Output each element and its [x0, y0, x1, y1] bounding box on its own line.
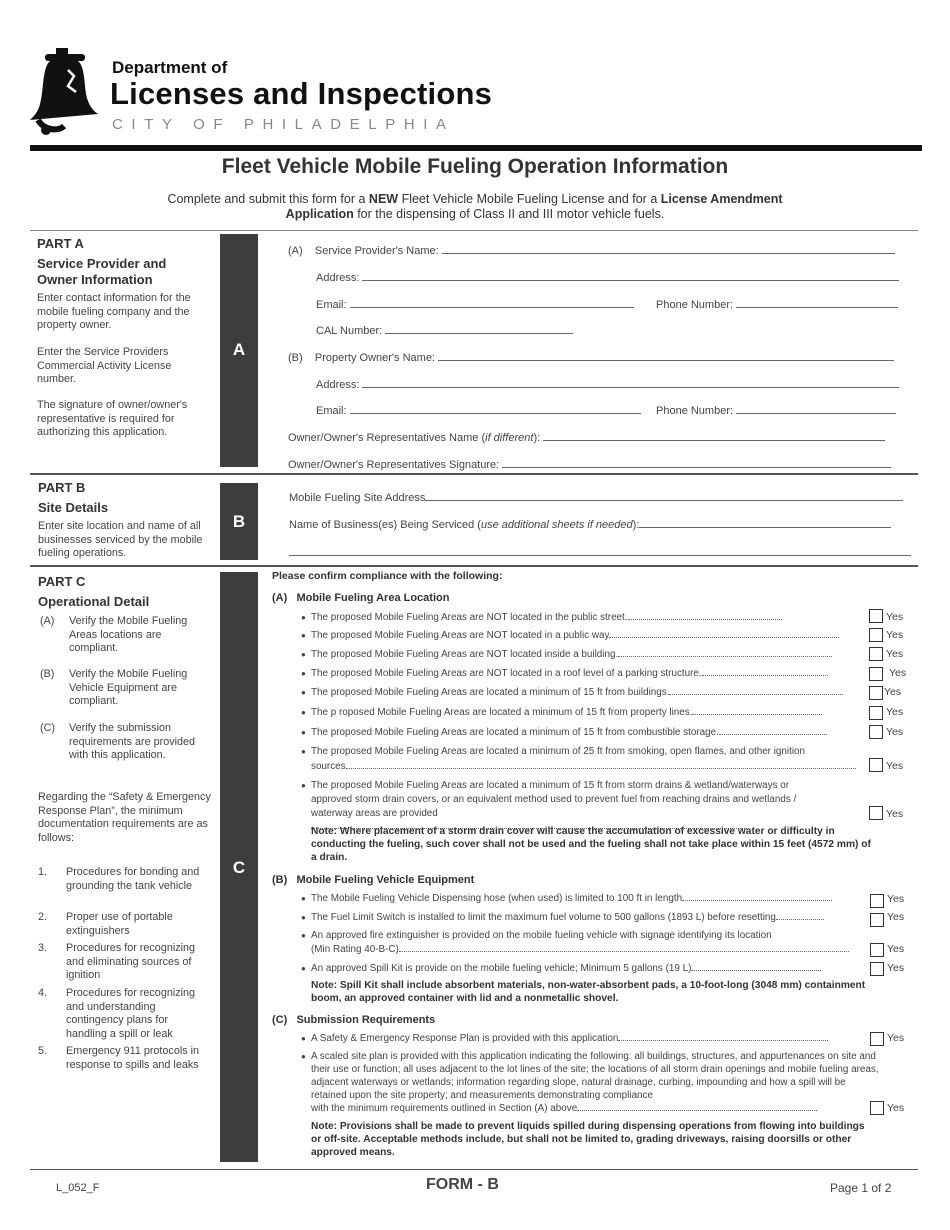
divider	[30, 230, 918, 231]
checklist-item: ● The proposed Mobile Fueling Areas are NOT located in a public way	[301, 629, 867, 642]
intro-text: Complete and submit this form for a NEW Fleet Vehicle Mobile Fueling License and for a License Amendment Application for the dispensing of Class II and III motor vehicle fuels.	[167, 192, 783, 221]
part-c-title: Operational Detail	[38, 594, 150, 609]
verify-label: (B)	[40, 668, 55, 680]
form-code: L_052_F	[56, 1182, 100, 1194]
yes-label: Yes	[884, 686, 902, 698]
checklist-item: ● The proposed Mobile Fueling Areas are located a minimum of 15 ft from storm drains & wetland/waterways or	[301, 780, 790, 791]
yes-checkbox[interactable]	[869, 806, 883, 820]
req-num: 1.	[38, 866, 48, 878]
checklist-item: ● The proposed Mobile Fueling Areas are located a minimum of 15 ft from combustible storage.	[301, 726, 867, 739]
checklist-item-continued: waterway areas are provided	[311, 807, 867, 833]
note-b: Note: Spill Kit shall include absorbent materials, non-water-absorbent pads, a 10-foot-long (3048 mm) containment boom, an approved container with lid and a nonmetallic shovel.	[311, 980, 866, 1004]
service-provider-phone-field[interactable]: Phone Number:	[656, 296, 898, 311]
part-b-title: Site Details	[38, 500, 109, 515]
yes-checkbox[interactable]	[870, 894, 884, 908]
section-b-heading: (B) Mobile Fueling Vehicle Equipment	[272, 874, 475, 886]
yes-checkbox[interactable]	[869, 647, 883, 661]
liberty-bell-logo-icon	[28, 46, 108, 138]
checklist-item: ● The proposed Mobile Fueling Areas are located a minimum of 25 ft from smoking, open flames, and other ignition	[301, 746, 806, 757]
verify-text: Verify the submission requirements are provided with this application.	[69, 722, 196, 761]
representative-signature-field[interactable]: Owner/Owner's Representatives Signature:	[288, 456, 891, 471]
yes-label: Yes	[886, 648, 904, 660]
page-number: Page 1 of 2	[830, 1181, 892, 1195]
businesses-extra-line[interactable]	[289, 555, 911, 556]
part-a-desc: The signature of owner/owner's representative is required for authorizing this application.	[37, 399, 188, 438]
yes-checkbox[interactable]	[870, 913, 884, 927]
part-c-letter: C	[232, 858, 246, 877]
yes-label: Yes	[886, 726, 904, 738]
site-address-field[interactable]: Mobile Fueling Site Address	[289, 489, 903, 504]
yes-label: Yes	[886, 706, 904, 718]
note-a: Note: Where placement of a storm drain cover will cause the accumulation of excessive water or difficulty in conducting the fueling, such cover shall not be used and the fueling shall not take place within 15 feet (4572 mm) of a drain.	[311, 826, 871, 863]
yes-label: Yes	[886, 808, 904, 820]
yes-label: Yes	[886, 629, 904, 641]
verify-label: (A)	[40, 615, 55, 627]
cal-number-field[interactable]: CAL Number:	[316, 322, 573, 337]
part-a-desc: Enter contact information for the mobile fueling company and the property owner.	[37, 292, 191, 331]
checklist-item: ● The p roposed Mobile Fueling Areas are located a minimum of 15 ft from property lines.	[301, 706, 867, 719]
form-label: FORM - B	[426, 1176, 499, 1193]
part-b-letter: B	[232, 512, 246, 531]
service-provider-name-field[interactable]: (A) Service Provider's Name:	[288, 242, 895, 257]
part-c-heading: PART C	[38, 574, 86, 589]
yes-checkbox[interactable]	[869, 628, 883, 642]
yes-label: Yes	[887, 1102, 905, 1114]
property-owner-phone-field[interactable]: Phone Number:	[656, 402, 896, 417]
checklist-item-continued: with the minimum requirements outlined in Section (A) above	[311, 1102, 867, 1115]
property-owner-name-field[interactable]: (B) Property Owner's Name:	[288, 349, 894, 364]
property-owner-address-field[interactable]: Address:	[316, 376, 899, 391]
req-text: Emergency 911 protocols in response to spills and leaks	[66, 1045, 200, 1071]
city-label: CITY OF PHILADELPHIA	[112, 116, 455, 133]
yes-label: Yes	[886, 760, 904, 772]
checklist-item-continued: sources	[311, 760, 867, 773]
checklist-item: ● The proposed Mobile Fueling Areas are NOT located in the public street.	[301, 611, 867, 624]
checklist-item-continued: approved storm drain covers, or an equivalent method used to prevent fuel from reaching drains and wetlands /	[311, 794, 797, 805]
service-provider-email-field[interactable]: Email:	[316, 296, 634, 311]
req-num: 5.	[38, 1045, 48, 1057]
checklist-item-continued: (Min Rating 40-B-C)	[311, 943, 867, 956]
service-provider-address-field[interactable]: Address:	[316, 269, 899, 284]
req-text: Procedures for recognizing and eliminating sources of ignition	[66, 942, 196, 981]
yes-label: Yes	[887, 943, 905, 955]
yes-checkbox[interactable]	[869, 686, 883, 700]
checklist-item: ● The Fuel Limit Switch is installed to limit the maximum fuel volume to 500 gallons (1893 L) before resetting	[301, 911, 867, 924]
yes-checkbox[interactable]	[869, 609, 883, 623]
yes-label: Yes	[887, 962, 905, 974]
req-num: 3.	[38, 942, 48, 954]
part-b-desc: Enter site location and name of all businesses serviced by the mobile fueling operations.	[38, 520, 203, 559]
verify-label: (C)	[40, 722, 55, 734]
yes-checkbox[interactable]	[870, 1032, 884, 1046]
yes-label: Yes	[887, 911, 905, 923]
property-owner-email-field[interactable]: Email:	[316, 402, 641, 417]
businesses-serviced-field[interactable]: Name of Business(es) Being Serviced (use additional sheets if needed):	[289, 516, 891, 531]
req-text: Procedures for recognizing and understanding contingency plans for handling a spill or leak	[66, 987, 196, 1040]
checklist-item: ● A Safety & Emergency Response Plan is provided with this application	[301, 1032, 867, 1045]
form-title: Fleet Vehicle Mobile Fueling Operation Information	[221, 155, 729, 178]
divider	[30, 565, 918, 567]
confirm-heading: Please confirm compliance with the following:	[272, 570, 503, 582]
header-rule	[30, 145, 922, 151]
yes-label: Yes	[887, 1032, 905, 1044]
part-a-title: Service Provider and Owner Information	[37, 256, 167, 287]
req-text: Proper use of portable extinguishers	[66, 911, 173, 937]
checklist-item: ● An approved Spill Kit is provide on the mobile fueling vehicle; Minimum 5 gallons (19 L)	[301, 962, 867, 975]
checklist-item: ● The Mobile Fueling Vehicle Dispensing hose (when used) is limited to 100 ft in length	[301, 892, 867, 905]
yes-label: Yes	[886, 611, 904, 623]
representative-name-field[interactable]: Owner/Owner's Representatives Name (if different):	[288, 429, 885, 444]
yes-checkbox[interactable]	[870, 962, 884, 976]
req-num: 2.	[38, 911, 48, 923]
section-c-heading: (C) Submission Requirements	[272, 1014, 436, 1026]
part-a-letter: A	[232, 340, 246, 359]
part-b-heading: PART B	[38, 480, 86, 495]
footer-rule	[30, 1169, 918, 1170]
part-a-desc: Enter the Service Providers Commercial Activity License number.	[37, 346, 172, 385]
checklist-item: ● The proposed Mobile Fueling Areas are NOT located in a roof level of a parking structure.	[301, 667, 867, 680]
department-label: Department of	[112, 58, 228, 77]
section-a-heading: (A) Mobile Fueling Area Location	[272, 592, 450, 604]
verify-text: Verify the Mobile Fueling Vehicle Equipment are compliant.	[69, 668, 188, 707]
checklist-item: ● The proposed Mobile Fueling Areas are NOT located inside a building.	[301, 648, 867, 661]
part-a-heading: PART A	[37, 236, 84, 251]
yes-checkbox[interactable]	[869, 706, 883, 720]
yes-label: Yes	[887, 893, 905, 905]
yes-checkbox[interactable]	[869, 667, 883, 681]
checklist-item: ● An approved fire extinguisher is provided on the mobile fueling vehicle with signage identifying its location	[301, 930, 772, 941]
yes-label: Yes	[889, 667, 907, 679]
yes-checkbox[interactable]	[870, 943, 884, 957]
yes-checkbox[interactable]	[870, 1101, 884, 1115]
note-c: Note: Provisions shall be made to prevent liquids spilled during dispensing operations from flowing into buildings or off-site. Acceptable methods include, but shall not be limited to, grading driveways, raising doorsills or other approved means.	[311, 1121, 865, 1158]
department-name: Licenses and Inspections	[110, 76, 493, 111]
checklist-item: ● A scaled site plan is provided with this application indicating the following: all buildings, structures, and appurtenances on site and their use or function; all uses adjacent to the lot lines of the site; the locations of all storm drain openings and mobile fueling areas, adjacent waterways or wetlands; information regarding slope, natural drainage, curbing, impounding and how a spill will be retained upon the site property; and measurements demonstrating compliance	[301, 1051, 879, 1101]
yes-checkbox[interactable]	[869, 758, 883, 772]
verify-text: Verify the Mobile Fueling Areas locations are compliant.	[69, 615, 188, 654]
regarding-text: Regarding the “Safety & Emergency Response Plan”, the minimum documentation requirements are as follows:	[38, 791, 211, 844]
yes-checkbox[interactable]	[869, 725, 883, 739]
checklist-item: ● The proposed Mobile Fueling Areas are located a minimum of 15 ft from buildings.	[301, 686, 867, 699]
req-num: 4.	[38, 987, 48, 999]
req-text: Procedures for bonding and grounding the tank vehicle	[66, 866, 200, 892]
divider	[30, 473, 918, 475]
